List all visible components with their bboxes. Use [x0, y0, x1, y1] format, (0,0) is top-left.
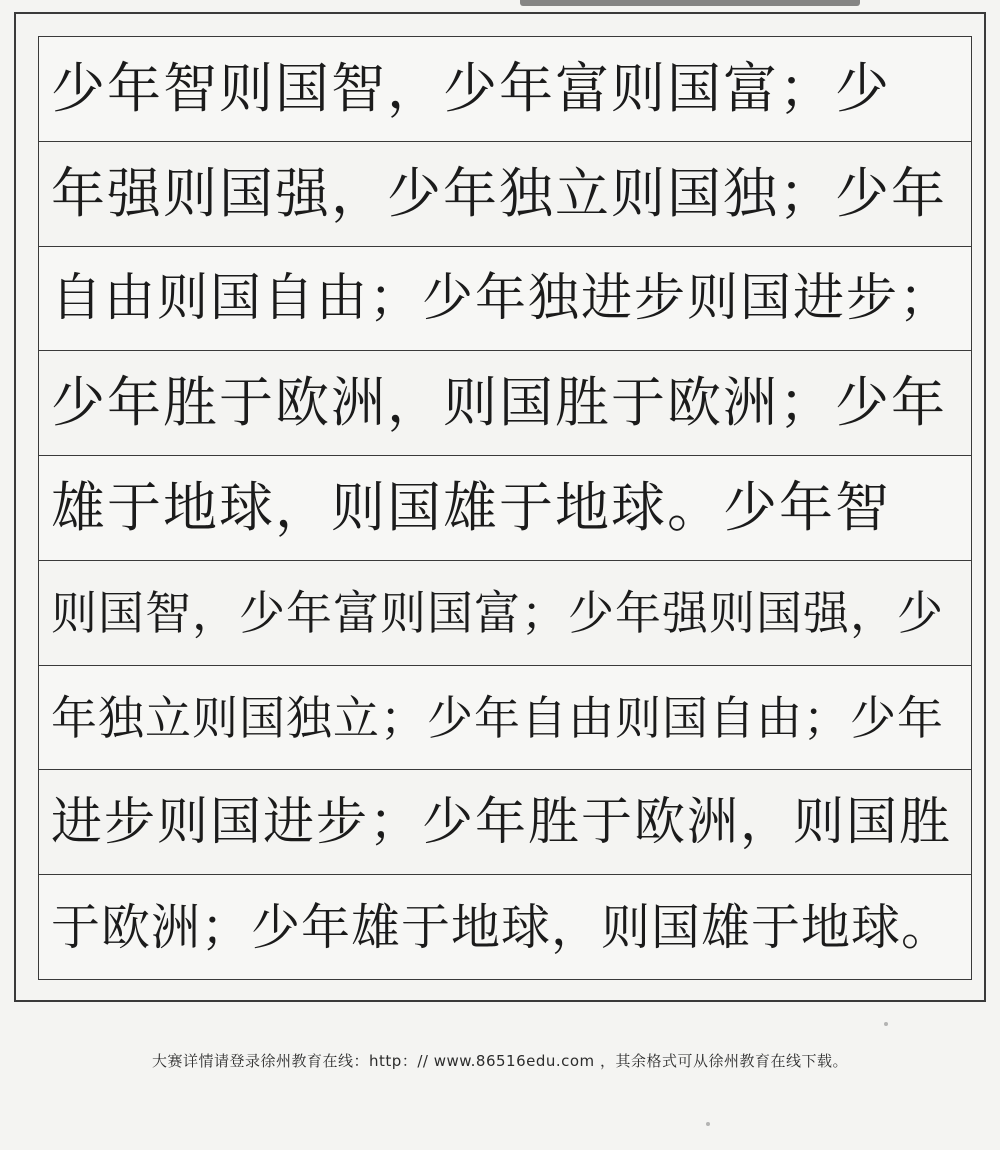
handwritten-text: 自由则国自由；少年独进步则国进步；: [51, 268, 953, 328]
handwritten-text: 于欧洲；少年雄于地球，则国雄于地球。: [51, 898, 952, 956]
writing-line-4: [39, 351, 971, 456]
handwritten-text: 雄于地球，则国雄于地球。少年智: [51, 476, 891, 540]
handwritten-text: 则国智，少年富则国富；少年强则国强，少: [51, 585, 944, 640]
handwritten-text: 进步则国进步；少年胜于欧洲，则国胜: [51, 792, 953, 852]
writing-line-7: [39, 666, 971, 771]
writing-line-8: [39, 770, 971, 875]
writing-line-5: [39, 456, 971, 561]
writing-line-1: [39, 37, 971, 142]
handwritten-text: 年独立则国独立；少年自由则国自由；少年: [51, 690, 944, 745]
handwritten-text: 少年胜于欧洲，则国胜于欧洲；少年: [51, 371, 947, 435]
paper-speck: [706, 1122, 710, 1126]
page-top-edge: [520, 0, 860, 6]
handwritten-text: 少年智则国智，少年富则国富；少: [51, 56, 891, 120]
writing-grid: [38, 36, 972, 980]
footer-note: 大赛详情请登录徐州教育在线：http：// www.86516edu.com ，其余格式可从徐州教育在线下载。: [152, 1052, 848, 1070]
handwritten-text: 年强则国强，少年独立则国独；少年: [51, 161, 947, 225]
writing-line-2: [39, 142, 971, 247]
writing-line-3: [39, 247, 971, 352]
paper-speck: [884, 1022, 888, 1026]
writing-line-9: [39, 875, 971, 979]
writing-line-6: [39, 561, 971, 666]
